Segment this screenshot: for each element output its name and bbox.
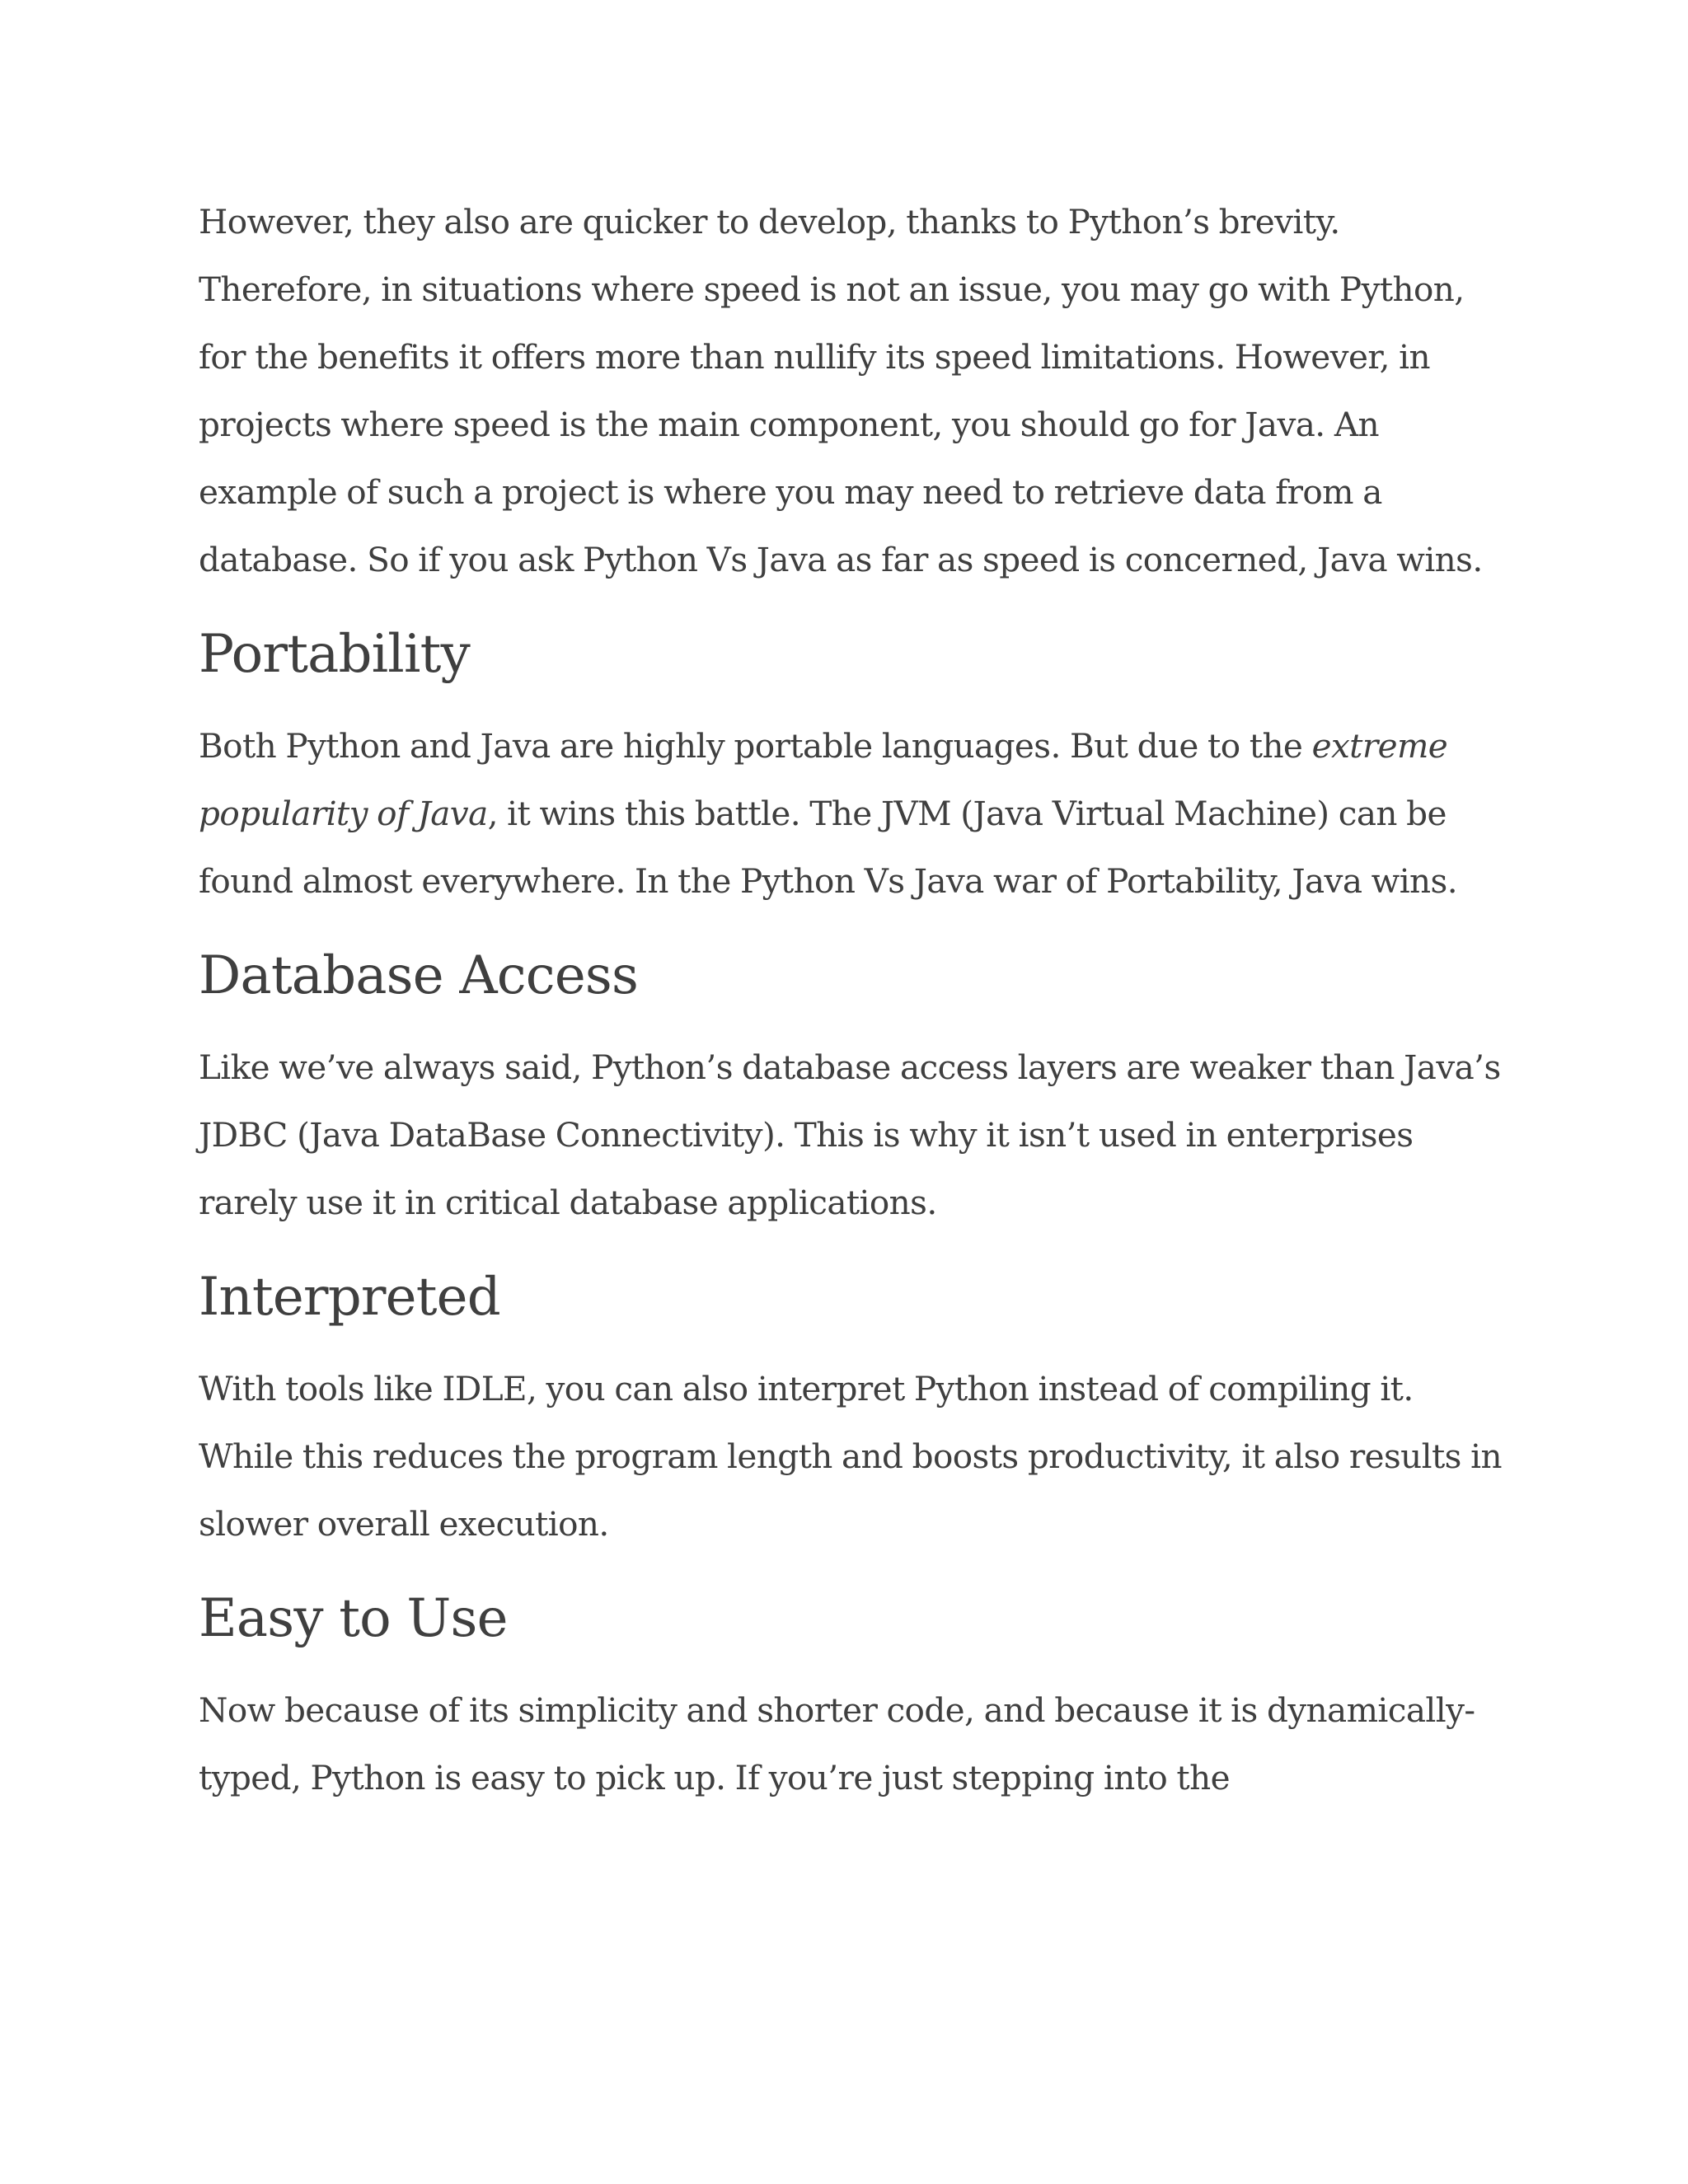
database-access-heading: Database Access bbox=[199, 945, 639, 1006]
portability-emphasis: extreme popularity of Java bbox=[199, 726, 1448, 833]
portability-paragraph bbox=[199, 712, 1509, 915]
document-page bbox=[199, 188, 1509, 1811]
easy-to-use-paragraph: Now because of its simplicity and shorter code, and because it is dynamically-typed, Python is easy to pick up. If you’re just stepping into the bbox=[199, 1690, 1475, 1797]
easy-to-use-heading: Easy to Use bbox=[199, 1588, 508, 1649]
portability-text-start: Both Python and Java are highly portable languages. But due to the bbox=[199, 726, 1312, 766]
interpreted-paragraph: With tools like IDLE, you can also interpret Python instead of compiling it. While this reduces the program length and boosts productivity, it also results in slower overall execution. bbox=[199, 1369, 1502, 1544]
portability-text-end: , it wins this battle. The JVM (Java Virtual Machine) can be found almost everywhere. In the Python Vs Java war of Portability, Java wins. bbox=[199, 794, 1457, 901]
speed-paragraph: However, they also are quicker to develop, thanks to Python’s brevity. Therefore, in situations where speed is not an issue, you may go with Python, for the benefits it offers more than nullify its speed limitations. However, in projects where speed is the main component, you should go for Java. An example of such a project is where you may need to retrieve data from a database. So if you ask Python Vs Java as far as speed is concerned, Java wins. bbox=[199, 202, 1483, 579]
database-access-paragraph: Like we’ve always said, Python’s database access layers are weaker than Java’s JDBC (Java DataBase Connectivity). This is why it isn’t used in enterprises rarely use it in critical database applications. bbox=[199, 1047, 1501, 1222]
portability-heading: Portability bbox=[199, 624, 470, 685]
interpreted-heading: Interpreted bbox=[199, 1267, 500, 1328]
